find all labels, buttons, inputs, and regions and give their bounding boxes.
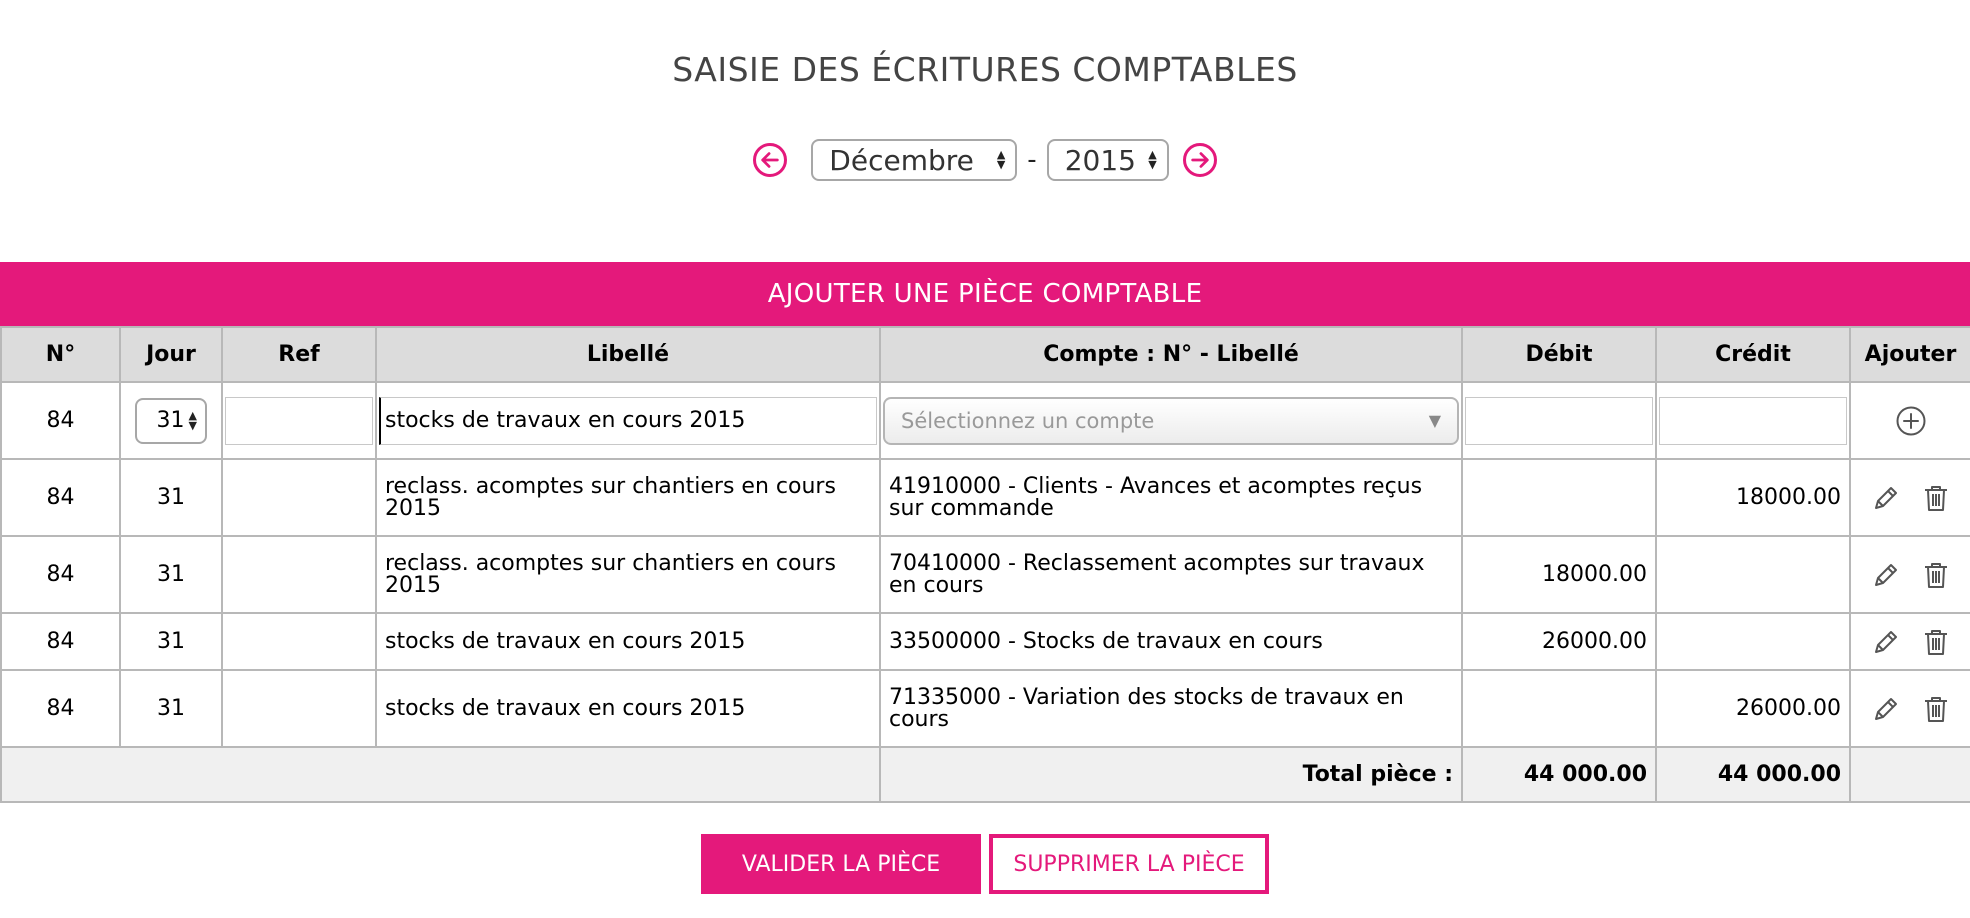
total-empty	[1850, 747, 1970, 802]
header-ajouter: Ajouter	[1850, 327, 1970, 382]
row-ref	[222, 613, 376, 670]
row-numero: 84	[1, 670, 120, 747]
trash-icon[interactable]	[1920, 626, 1952, 658]
row-credit	[1656, 536, 1850, 613]
row-numero: 84	[1, 613, 120, 670]
header-libelle: Libellé	[376, 327, 880, 382]
delete-piece-button[interactable]: SUPPRIMER LA PIÈCE	[989, 834, 1269, 894]
day-select[interactable]	[135, 398, 207, 444]
row-actions	[1850, 613, 1970, 670]
row-actions	[1850, 459, 1970, 536]
pencil-icon[interactable]	[1870, 559, 1902, 591]
section-title: AJOUTER UNE PIÈCE COMPTABLE	[767, 279, 1203, 309]
month-select-value: Décembre	[829, 143, 974, 177]
total-debit: 44 000.00	[1462, 747, 1656, 802]
row-debit: 26000.00	[1462, 613, 1656, 670]
row-ref	[222, 536, 376, 613]
updown-icon: ▲ ▼	[1148, 148, 1157, 171]
pencil-icon[interactable]	[1870, 482, 1902, 514]
libelle-input[interactable]: stocks de travaux en cours 2015	[379, 397, 877, 445]
row-jour: 31	[120, 459, 222, 536]
row-jour: 31	[120, 536, 222, 613]
row-credit: 18000.00	[1656, 459, 1850, 536]
row-actions	[1850, 670, 1970, 747]
row-numero: 84	[1, 536, 120, 613]
header-numero: N°	[1, 327, 120, 382]
pencil-icon[interactable]	[1870, 693, 1902, 725]
row-libelle: reclass. acomptes sur chantiers en cours 2015	[376, 536, 880, 613]
header-debit: Débit	[1462, 327, 1656, 382]
plus-circle-icon[interactable]	[1895, 405, 1927, 437]
total-row	[1, 747, 1970, 802]
row-compte: 33500000 - Stocks de travaux en cours	[880, 613, 1462, 670]
trash-icon[interactable]	[1920, 693, 1952, 725]
caret-down-icon: ▼	[1428, 411, 1441, 430]
credit-input[interactable]	[1659, 397, 1847, 445]
total-spacer	[1, 747, 880, 802]
year-select[interactable]	[1047, 139, 1169, 181]
account-select-placeholder: Sélectionnez un compte	[901, 408, 1155, 433]
arrow-right-icon	[1189, 149, 1211, 171]
new-entry-compte-cell	[880, 382, 1462, 459]
row-jour: 31	[120, 613, 222, 670]
pencil-icon[interactable]	[1870, 626, 1902, 658]
page-title: SAISIE DES ÉCRITURES COMPTABLES	[672, 50, 1298, 89]
total-credit: 44 000.00	[1656, 747, 1850, 802]
row-numero: 84	[1, 459, 120, 536]
row-libelle: stocks de travaux en cours 2015	[376, 670, 880, 747]
day-select-value: 31	[156, 408, 185, 433]
table-header-row	[1, 327, 1970, 382]
row-debit: 18000.00	[1462, 536, 1656, 613]
row-compte: 41910000 - Clients - Avances et acomptes reçus sur commande	[880, 459, 1462, 536]
period-separator: -	[1027, 145, 1037, 175]
next-month-button[interactable]	[1183, 143, 1217, 177]
new-entry-numero: 84	[1, 382, 120, 459]
year-select-value: 2015	[1064, 143, 1136, 177]
row-actions	[1850, 536, 1970, 613]
updown-icon: ▲ ▼	[996, 148, 1006, 171]
header-jour: Jour	[120, 327, 222, 382]
row-compte: 71335000 - Variation des stocks de travaux en cours	[880, 670, 1462, 747]
new-entry-credit-cell	[1656, 382, 1850, 459]
row-compte: 70410000 - Reclassement acomptes sur travaux en cours	[880, 536, 1462, 613]
arrow-left-icon	[759, 149, 781, 171]
new-entry-add-cell	[1850, 382, 1970, 459]
total-label: Total pièce :	[880, 747, 1462, 802]
row-credit: 26000.00	[1656, 670, 1850, 747]
header-ref: Ref	[222, 327, 376, 382]
trash-icon[interactable]	[1920, 559, 1952, 591]
row-jour: 31	[120, 670, 222, 747]
debit-input[interactable]	[1465, 397, 1653, 445]
entries-table	[0, 326, 1970, 803]
new-entry-ref-cell	[222, 382, 376, 459]
section-banner	[0, 262, 1970, 326]
trash-icon[interactable]	[1920, 482, 1952, 514]
month-select[interactable]	[811, 139, 1017, 181]
row-debit	[1462, 670, 1656, 747]
row-credit	[1656, 613, 1850, 670]
validate-button[interactable]: VALIDER LA PIÈCE	[701, 834, 981, 894]
table-row	[1, 459, 1970, 536]
table-row	[1, 613, 1970, 670]
row-ref	[222, 459, 376, 536]
new-entry-libelle-cell	[376, 382, 880, 459]
row-ref	[222, 670, 376, 747]
row-libelle: reclass. acomptes sur chantiers en cours 2015	[376, 459, 880, 536]
period-navigation	[0, 138, 1970, 182]
row-libelle: stocks de travaux en cours 2015	[376, 613, 880, 670]
row-debit	[1462, 459, 1656, 536]
header-credit: Crédit	[1656, 327, 1850, 382]
account-select[interactable]	[883, 397, 1459, 445]
previous-month-button[interactable]	[753, 143, 787, 177]
form-actions	[0, 834, 1970, 894]
header-compte: Compte : N° - Libellé	[880, 327, 1462, 382]
new-entry-row	[1, 382, 1970, 459]
ref-input[interactable]	[225, 397, 373, 445]
new-entry-debit-cell	[1462, 382, 1656, 459]
table-row	[1, 670, 1970, 747]
new-entry-jour-cell	[120, 382, 222, 459]
updown-icon: ▲ ▼	[188, 408, 197, 432]
table-row	[1, 536, 1970, 613]
